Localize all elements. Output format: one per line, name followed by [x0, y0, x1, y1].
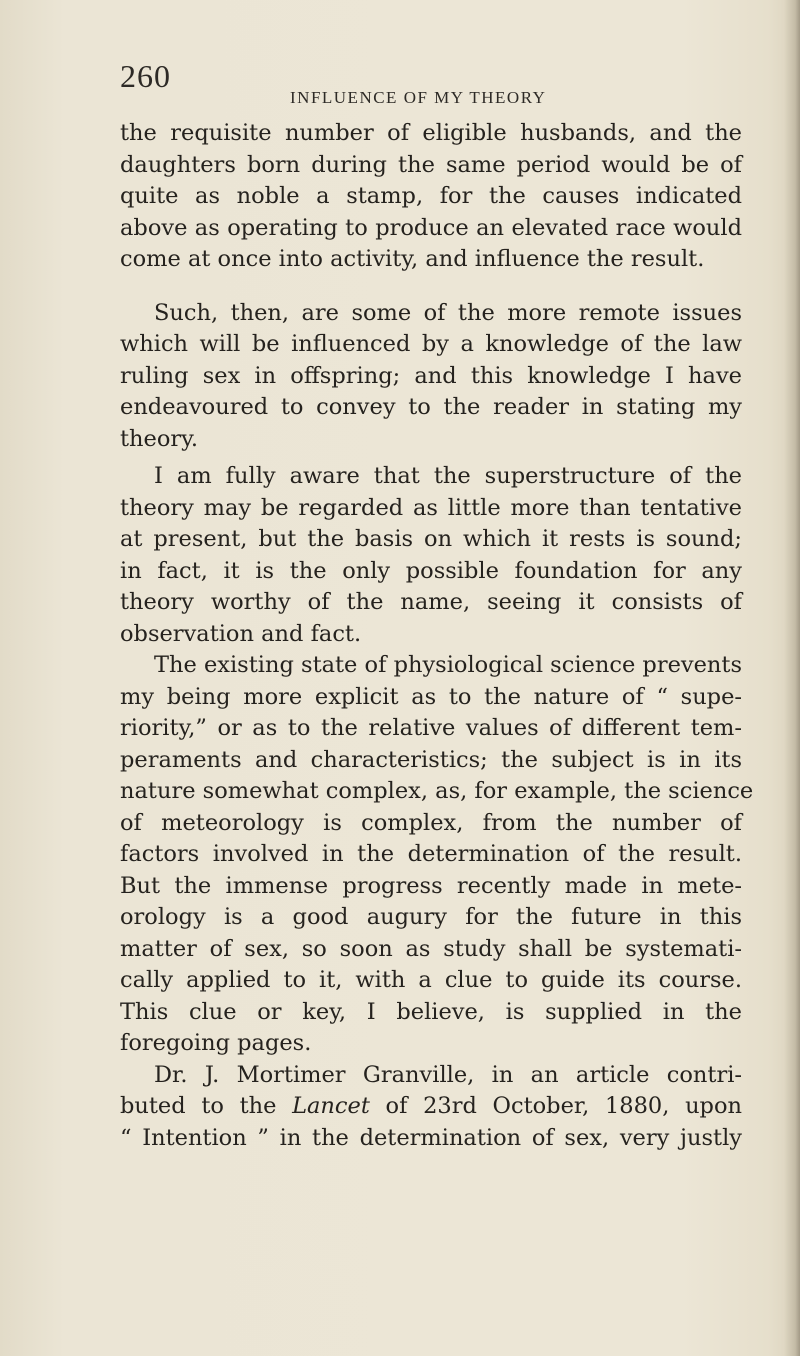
- text-line: I am fully aware that the superstructure of the: [154, 463, 742, 489]
- text-line: riority,” or as to the relative values of different tem-: [120, 715, 742, 741]
- text-line: ruling sex in offspring; and this knowledge I have: [120, 362, 742, 389]
- text-line: peraments and characteristics; the subject is in its: [120, 746, 742, 773]
- text-line: Dr. J. Mortimer Granville, in an article contri-: [154, 1061, 742, 1088]
- text-line: the requisite number of eligible husbands, and the: [120, 120, 742, 146]
- text-line: of meteorology is complex, from the number of: [120, 809, 742, 836]
- text-line: cally applied to it, with a clue to guide its course.: [120, 967, 742, 993]
- text-segment: buted to the: [120, 1093, 293, 1119]
- text-line: theory may be regarded as little more than tentative: [120, 494, 742, 521]
- text-line: come at once into activity, and influence the result.: [120, 246, 705, 272]
- text-line: in fact, it is the only possible foundation for any: [120, 557, 742, 584]
- text-line: theory worthy of the name, seeing it consists of: [120, 589, 742, 615]
- text-line: which will be influenced by a knowledge of the law: [120, 331, 742, 357]
- text-line: factors involved in the determination of the result.: [120, 841, 742, 867]
- text-line: daughters born during the same period would be of: [120, 151, 742, 178]
- text-line: Such, then, are some of the more remote issues: [154, 299, 742, 326]
- text-line: endeavoured to convey to the reader in stating my: [120, 394, 742, 420]
- text-line: The existing state of physiological science prevents: [154, 652, 742, 678]
- text-line: This clue or key, I believe, is supplied in the: [120, 998, 742, 1025]
- paragraph-2: [120, 298, 742, 456]
- paragraph-1: [120, 118, 742, 276]
- body-text: [120, 118, 754, 1154]
- page-edge-shadow: [784, 0, 800, 1356]
- page-number: 260: [120, 58, 171, 94]
- text-line: foregoing pages.: [120, 1030, 312, 1056]
- text-line: But the immense progress recently made in mete-: [120, 872, 742, 899]
- text-line: observation and fact.: [120, 620, 362, 647]
- text-line: above as operating to produce an elevated race would: [120, 214, 742, 241]
- text-line: my being more explicit as to the nature of “ supe-: [120, 683, 742, 710]
- text-line: “ Intention ” in the determination of sex, very justly: [120, 1124, 742, 1151]
- text-line: [120, 1091, 742, 1123]
- text-line: nature somewhat complex, as, for example, the science: [120, 778, 754, 804]
- text-line: matter of sex, so soon as study shall be systemati-: [120, 935, 742, 962]
- text-line: quite as noble a stamp, for the causes indicated: [120, 183, 742, 209]
- text-line: theory.: [120, 425, 199, 452]
- paragraph-4: [120, 650, 754, 1060]
- journal-title-lancet: Lancet: [292, 1093, 370, 1119]
- text-line: orology is a good augury for the future in this: [120, 904, 742, 930]
- running-head: INFLUENCE OF MY THEORY: [290, 88, 547, 107]
- text-segment: of 23rd October, 1880, upon: [369, 1093, 742, 1119]
- text-line: at present, but the basis on which it rests is sound;: [120, 526, 742, 552]
- paragraph-5: [120, 1060, 742, 1155]
- paragraph-3: [120, 461, 742, 650]
